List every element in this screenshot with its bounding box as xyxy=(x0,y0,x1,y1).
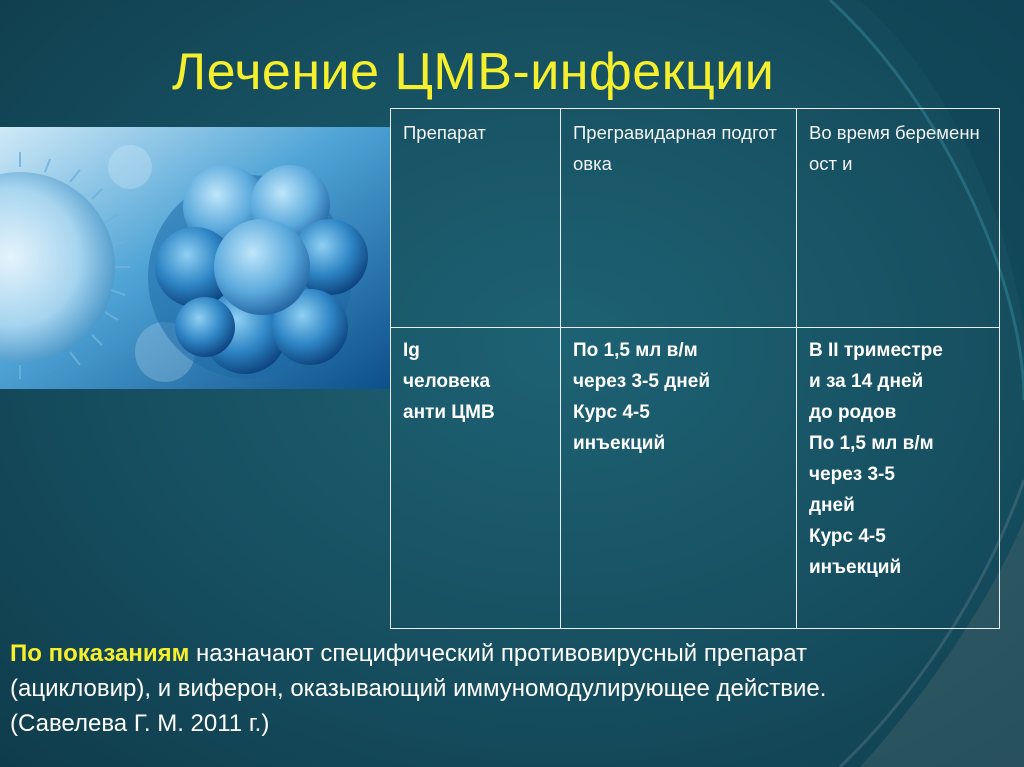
drug-text: Ig человека анти ЦМВ xyxy=(403,340,495,423)
footer-note xyxy=(10,636,1010,741)
cells-illustration xyxy=(0,127,390,389)
footer-line-1 xyxy=(10,636,1010,671)
cell-pregnancy xyxy=(797,328,1000,629)
table-row xyxy=(391,328,1000,629)
header-label-drug: Препарат xyxy=(403,122,486,143)
header-cell-pregravid xyxy=(561,109,797,328)
footer-line-2: (ацикловир), и виферон, оказывающий иммуномодулирующее действие. xyxy=(10,675,827,702)
header-label-pregravid: Прегравидарная подготовка xyxy=(573,122,777,174)
slide-title: Лечение ЦМВ-инфекции xyxy=(172,43,775,101)
cell-pregravid xyxy=(561,328,797,629)
treatment-table xyxy=(390,108,1000,629)
header-cell-drug xyxy=(391,109,561,328)
footer-citation: (Савелева Г. М. 2011 г.) xyxy=(10,710,270,737)
footer-line-1-rest: назначают специфический противовирусный препарат xyxy=(189,640,808,667)
footer-highlight: По показаниям xyxy=(10,640,190,667)
pregnancy-text: В II триместре и за 14 дней до родов По 1,5 мл в/м через 3-5 дней Курс 4-5 инъекций xyxy=(809,340,943,578)
header-cell-pregnancy xyxy=(797,109,1000,328)
pregravid-text: По 1,5 мл в/м через 3-5 дней Курс 4-5 инъекций xyxy=(573,340,711,454)
header-label-pregnancy: Во время беременност и xyxy=(809,122,980,174)
cell-drug xyxy=(391,328,561,629)
table-header-row xyxy=(391,109,1000,328)
